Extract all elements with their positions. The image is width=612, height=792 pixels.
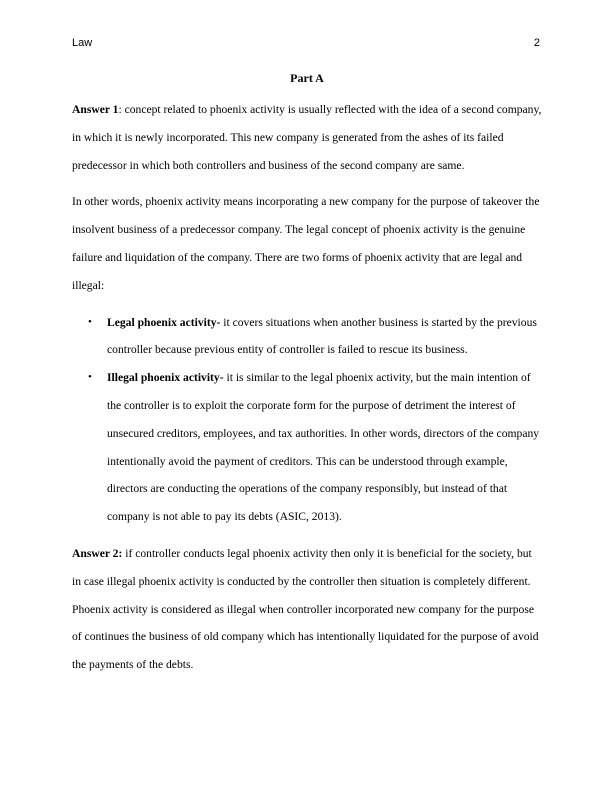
answer-1-label: Answer 1 — [72, 103, 119, 116]
answer-2-label: Answer 2: — [72, 546, 123, 560]
list-item — [72, 309, 542, 365]
answer-1-paragraph — [72, 96, 542, 179]
answer-1-text: : concept related to phoenix activity is usually reflected with the idea of a second company, in which it is newly incorporated. This new company is generated from the ashes of its failed predecessor in which both controllers and business of the second company are same. — [72, 103, 542, 172]
list-item-term: Legal phoenix activity- — [107, 315, 221, 329]
bullet-icon: • — [88, 371, 92, 384]
section-title: Part A — [290, 71, 324, 85]
list-item-term: Illegal phoenix activity- — [107, 371, 224, 385]
bullet-icon: • — [88, 315, 92, 328]
list-item — [72, 364, 542, 531]
paragraph-2: In other words, phoenix activity means incorporating a new company for the purpose of takeover the insolvent business of a predecessor company. The legal concept of phoenix activity is the genuine failure and liquidation of the company. There are two forms of phoenix activity that are legal and illegal: — [72, 195, 540, 292]
running-header-title: Law — [72, 37, 93, 49]
answer-2-text: if controller conducts legal phoenix activity then only it is beneficial for the society, but in case illegal phoenix activity is conducted by the controller then situation is completely different. Phoenix activity is considered as illegal when controller incorporated new company for the purpose of continues the business of old company which has intentionally liquidated for the purpose of avoid the payments of the debts. — [72, 546, 539, 672]
list-item-text: it covers situations when another business is started by the previous controller because previous entity of controller is failed to rescue its business. — [107, 315, 537, 357]
phoenix-activity-list — [72, 309, 542, 531]
document-body — [72, 68, 542, 688]
page-number: 2 — [533, 37, 540, 49]
answer-2-paragraph — [72, 540, 542, 679]
list-item-text: it is similar to the legal phoenix activity, but the main intention of the controller is to exploit the corporate form for the purpose of detriment the interest of unsecured creditors, employees, and tax authorities. In other words, directors of the company intentionally avoid the payment of creditors. This can be understood through example, directors are conducting the operations of the company responsibly, but instead of that company is not able to pay its debts (ASIC, 2013). — [107, 371, 540, 524]
